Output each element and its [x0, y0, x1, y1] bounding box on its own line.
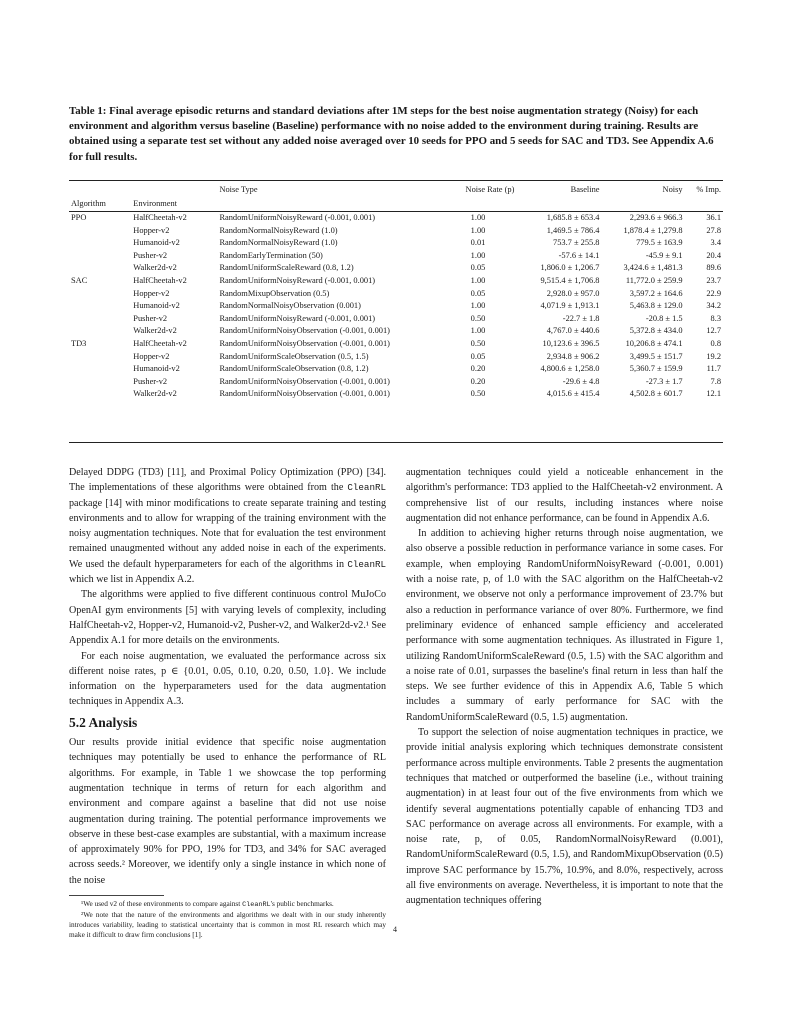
cell-noise-type: RandomUniformScaleReward (0.8, 1.2)	[219, 263, 354, 273]
cell-noise-rate: 1.00	[470, 301, 486, 311]
cell-imp: 27.8	[706, 225, 721, 235]
cell-noise-type: RandomEarlyTermination (50)	[219, 250, 323, 260]
cell-noisy: 3,597.2 ± 164.6	[629, 288, 683, 298]
table-row	[69, 262, 723, 275]
cell-baseline: 2,928.0 ± 957.0	[546, 288, 600, 298]
table-row	[69, 275, 723, 288]
cell-imp: 0.8	[710, 338, 721, 348]
cell-noisy: 11,772.0 ± 259.9	[625, 275, 683, 285]
header-noisy: Noisy	[662, 185, 683, 195]
cell-noise-type: RandomUniformNoisyObservation (-0.001, 0.001)	[219, 338, 390, 348]
cell-algorithm	[69, 325, 131, 338]
cell-noisy: 3,424.6 ± 1,481.3	[623, 263, 683, 273]
cell-noise-type: RandomUniformNoisyReward (-0.001, 0.001)	[219, 213, 376, 222]
results-table	[69, 180, 723, 401]
cell-noise-rate: 0.20	[470, 376, 486, 386]
cell-noisy: 779.5 ± 163.9	[636, 238, 683, 248]
cell-baseline: 4,015.6 ± 415.4	[546, 389, 600, 399]
left-paragraph-4: Our results provide initial evidence that specific noise augmentation techniques may potentially be used to enhance the performance of RL algorithms. For example, in Table 1 we showcase the top performing augmentation technique in terms of return for each algorithm and environment and compare against a baseline that did not use noise augmentation during training. The potential performance improvements we observe in these best-case examples are substantial, with a maximum increase of approximately 90% for PPO, 19% for TD3, and 34% for SAC averaged across seeds.² Moreover, we identify only a single instance in which none of the noise	[69, 737, 386, 886]
header-imp: % Imp.	[696, 185, 721, 195]
cell-noise-rate: 1.00	[470, 225, 486, 235]
cell-environment: HalfCheetah-v2	[133, 338, 187, 348]
cell-baseline: 4,800.6 ± 1,258.0	[540, 364, 600, 374]
cell-baseline: 4,071.9 ± 1,913.1	[540, 301, 600, 311]
cell-noise-rate: 0.05	[470, 288, 486, 298]
page-number: 4	[393, 925, 397, 934]
table-row	[69, 288, 723, 301]
cell-algorithm	[69, 237, 131, 250]
cell-noise-rate: 0.50	[470, 389, 486, 399]
cell-environment: Pusher-v2	[133, 313, 168, 323]
cell-noise-rate: 1.00	[470, 213, 486, 222]
right-column	[406, 465, 723, 909]
table-row	[69, 363, 723, 376]
cell-environment: Pusher-v2	[133, 250, 168, 260]
table-row	[69, 300, 723, 313]
cell-imp: 22.9	[706, 288, 721, 298]
cell-algorithm	[69, 351, 131, 364]
right-paragraph-2: In addition to achieving higher returns through noise augmentation, we also observe a possible reduction in performance variance in some cases. For example, when employing RandomUniformNoisyReward (-0.001, 0.001) with a noise rate, p, of 1.0 with the SAC algorithm on the HalfCheetah-v2 environment, we observe not only a performance improvement of 23.7% but also a reduction in performance variance of over 80%. Furthermore, we find preliminary evidence of enhanced sample efficiency and accelerated performance with some augmentation techniques. As illustrated in Figure 1, utilizing RandomUniformScaleReward (0.5, 1.5) with the SAC algorithm and a noise rate of 0.01, surpasses the baseline's final return in less than half the steps. We see further evidence of this in Appendix A.6, Table 5 which includes a summary of early performance for SAC with the RandomUniformScaleReward (0.5, 1.5) augmentation.	[406, 528, 723, 723]
cell-environment: Humanoid-v2	[133, 238, 180, 248]
table-row	[69, 225, 723, 238]
cell-algorithm: PPO	[71, 213, 87, 222]
right-paragraph-3: To support the selection of noise augmentation techniques in practice, we provide initial analysis exploring which techniques demonstrate consistent performance across multiple environments. Table 2 presents the augmentation techniques that matched or outperformed the baseline (i.e., without training augmentation) in at least four out of the five environments from which we identify several augmentations potentially capable of enhancing TD3 and SAC performance on average across all environments. For example, with a noise rate, p, of 0.05, RandomNormalNoisyReward (0.001), RandomUniformScaleReward (0.5, 1.5), and RandomMixupObservation (0.5) improve SAC performance by 15.7%, 10.9%, and 8.0%, respectively, across all five environments on average. Nevertheless, it is important to note that the augmentation techniques offering	[406, 727, 723, 907]
table-row	[69, 325, 723, 338]
cell-noise-rate: 0.05	[470, 263, 486, 273]
cell-noisy: 1,878.4 ± 1,279.8	[623, 225, 683, 235]
header-algorithm: Algorithm	[71, 199, 106, 209]
footnote-rule	[69, 895, 164, 896]
cell-noisy: 5,360.7 ± 159.9	[629, 364, 683, 374]
cell-algorithm	[69, 300, 131, 313]
cell-noisy: 5,372.8 ± 434.0	[629, 326, 683, 336]
cell-algorithm: SAC	[71, 275, 88, 285]
cell-noise-type: RandomNormalNoisyReward (1.0)	[219, 238, 338, 248]
cell-algorithm	[69, 288, 131, 301]
cell-noise-rate: 1.00	[470, 275, 486, 285]
cell-environment: Hopper-v2	[133, 225, 170, 235]
cell-algorithm	[69, 376, 131, 389]
cell-noise-type: RandomUniformScaleObservation (0.8, 1.2)	[219, 364, 369, 374]
left-paragraph-3: For each noise augmentation, we evaluated the performance across six different noise rates, p ∈ {0.01, 0.05, 0.10, 0.20, 0.50, 1.0}. We include information on the hyperparameters used for the data augmentation techniques in Appendix A.3.	[69, 650, 386, 708]
cell-algorithm	[69, 250, 131, 263]
cell-environment: HalfCheetah-v2	[133, 275, 187, 285]
cell-noise-type: RandomMixupObservation (0.5)	[219, 288, 330, 298]
cell-noisy: 3,499.5 ± 151.7	[629, 351, 683, 361]
cell-environment: Walker2d-v2	[133, 263, 177, 273]
left-paragraph-2: The algorithms were applied to five different continuous control MuJoCo OpenAI gym environments [5] with varying levels of complexity, including HalfCheetah-v2, Hopper-v2, Humanoid-v2, Pusher-v2, and Walker2d-v2.¹ See Appendix A.1 for more details on the environments.	[69, 589, 386, 647]
header-noise-type: Noise Type	[219, 185, 258, 195]
cell-environment: Walker2d-v2	[133, 326, 177, 336]
cell-noisy: 5,463.8 ± 129.0	[629, 301, 683, 311]
cell-noise-rate: 1.00	[470, 326, 486, 336]
cell-imp: 20.4	[706, 250, 721, 260]
cell-algorithm	[69, 225, 131, 238]
cell-baseline: -29.6 ± 4.8	[562, 376, 600, 386]
cell-baseline: 9,515.4 ± 1,706.8	[540, 275, 600, 285]
cell-baseline: -57.6 ± 14.1	[558, 250, 600, 260]
cell-noise-rate: 0.20	[470, 364, 486, 374]
cell-baseline: 753.7 ± 255.8	[553, 238, 600, 248]
cell-noise-rate: 0.05	[470, 351, 486, 361]
table-row	[69, 388, 723, 401]
cell-noisy: -45.9 ± 9.1	[645, 250, 683, 260]
cell-baseline: 10,123.6 ± 396.5	[542, 338, 600, 348]
cell-environment: Hopper-v2	[133, 288, 170, 298]
table-bottom-rule	[69, 442, 723, 443]
cell-noisy: 4,502.8 ± 601.7	[629, 389, 683, 399]
cell-noise-type: RandomUniformScaleObservation (0.5, 1.5)	[219, 351, 369, 361]
cell-noise-type: RandomUniformNoisyObservation (-0.001, 0.001)	[219, 389, 390, 399]
cell-noisy: -27.3 ± 1.7	[645, 376, 683, 386]
cell-environment: Pusher-v2	[133, 376, 168, 386]
cell-algorithm	[69, 262, 131, 275]
cell-noisy: 2,293.6 ± 966.3	[629, 213, 683, 222]
cell-imp: 3.4	[710, 238, 721, 248]
cell-noise-type: RandomUniformNoisyObservation (-0.001, 0.001)	[219, 326, 390, 336]
cell-noise-type: RandomUniformNoisyReward (-0.001, 0.001)	[219, 313, 376, 323]
cell-imp: 12.7	[706, 326, 721, 336]
footnote-2: ²We note that the nature of the environments and algorithms we dealt with in our study inherently introduces variability, leading to statistical uncertainty that is common in most RL research which may make it difficult to draw firm conclusions [1].	[69, 910, 386, 940]
cell-imp: 34.2	[706, 301, 721, 311]
cell-imp: 7.8	[710, 376, 721, 386]
cell-environment: Humanoid-v2	[133, 301, 180, 311]
table-caption: Table 1: Final average episodic returns and standard deviations after 1M steps for the best noise augmentation strategy (Noisy) for each environment and algorithm versus baseline (Baseline) performance with no noise added to the environment during training. Results are obtained using a separate test set without any added noise averaged over 10 seeds for PPO and 5 seeds for SAC and TD3. See Appendix A.6 for full results.	[69, 105, 714, 163]
section-heading: 5.2 Analysis	[69, 714, 138, 730]
cell-baseline: -22.7 ± 1.8	[562, 313, 600, 323]
cell-baseline: 1,685.8 ± 653.4	[546, 213, 600, 222]
cell-baseline: 1,806.0 ± 1,206.7	[540, 263, 600, 273]
table-row	[69, 250, 723, 263]
cell-noisy: -20.8 ± 1.5	[645, 313, 683, 323]
cell-noise-rate: 0.50	[470, 338, 486, 348]
table-row	[69, 313, 723, 326]
cell-noise-type: RandomUniformNoisyObservation (-0.001, 0.001)	[219, 376, 390, 386]
table-row	[69, 237, 723, 250]
left-column	[69, 465, 386, 940]
header-baseline: Baseline	[570, 185, 600, 195]
cell-algorithm: TD3	[71, 338, 87, 348]
cell-noise-type: RandomNormalNoisyObservation (0.001)	[219, 301, 361, 311]
cell-imp: 36.1	[706, 213, 721, 222]
right-paragraph-1: augmentation techniques could yield a noticeable enhancement in the algorithm's performance: TD3 applied to the HalfCheetah-v2 environment. A comprehensive list of our results, including instances where noise augmentation did not enhance performance, can be found in Appendix A.6.	[406, 467, 723, 524]
cell-noisy: 10,206.8 ± 474.1	[625, 338, 683, 348]
cell-noise-type: RandomUniformNoisyReward (-0.001, 0.001)	[219, 275, 376, 285]
cell-noise-rate: 0.01	[470, 238, 486, 248]
cell-baseline: 2,934.8 ± 906.2	[546, 351, 600, 361]
cell-environment: Hopper-v2	[133, 351, 170, 361]
cell-imp: 19.2	[706, 351, 721, 361]
cell-imp: 11.7	[706, 364, 721, 374]
cell-environment: Walker2d-v2	[133, 389, 177, 399]
header-noise-rate: Noise Rate (p)	[465, 185, 515, 195]
footnote-1: ¹We used v2 of these environments to compare against CleanRL's public benchmarks.	[81, 899, 334, 910]
cell-imp: 89.6	[706, 263, 721, 273]
left-paragraph-1: Delayed DDPG (TD3) [11], and Proximal Policy Optimization (PPO) [34]. The implementations of these algorithms were obtained from the CleanRL package [14] with minor modifications to create separate training and testing environments and to allow for wrapping of the training environment with the noisy augmentation techniques. Note that for evaluation the test environment remained unaugmented without any added noise in each of the experiments. We used the default hyperparameters for each of the algorithms in CleanRL which we list in Appendix A.2.	[69, 467, 386, 586]
cell-environment: Humanoid-v2	[133, 364, 180, 374]
cell-algorithm	[69, 363, 131, 376]
cell-algorithm	[69, 313, 131, 326]
cell-baseline: 1,469.5 ± 786.4	[546, 225, 600, 235]
cell-imp: 12.1	[706, 389, 721, 399]
cell-imp: 23.7	[706, 275, 721, 285]
cell-noise-rate: 1.00	[470, 250, 486, 260]
cell-environment: HalfCheetah-v2	[133, 213, 187, 222]
table-row	[69, 212, 723, 225]
cell-noise-type: RandomNormalNoisyReward (1.0)	[219, 225, 338, 235]
cell-baseline: 4,767.0 ± 440.6	[546, 326, 600, 336]
cell-noise-rate: 0.50	[470, 313, 486, 323]
header-environment: Environment	[133, 199, 178, 209]
table-row	[69, 351, 723, 364]
table-row	[69, 376, 723, 389]
cell-imp: 8.3	[710, 313, 721, 323]
table-row	[69, 338, 723, 351]
cell-algorithm	[69, 388, 131, 401]
